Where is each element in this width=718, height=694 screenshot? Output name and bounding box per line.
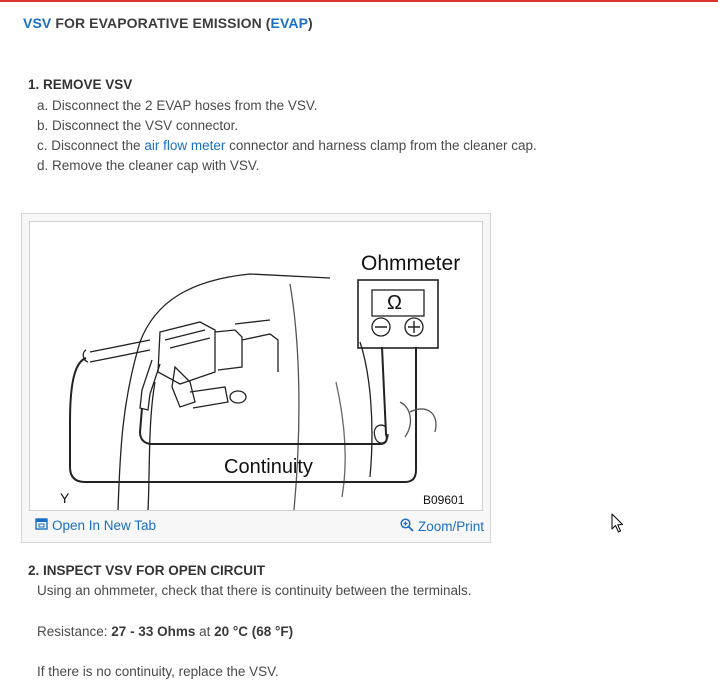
page-title xyxy=(23,15,313,31)
step-b: b. Disconnect the VSV connector. xyxy=(37,118,239,133)
figure-code: B09601 xyxy=(423,493,465,507)
step-a: a. Disconnect the 2 EVAP hoses from the VSV. xyxy=(37,98,318,113)
step-c xyxy=(37,136,537,156)
remove-steps-list xyxy=(37,96,537,176)
mouse-pointer-icon xyxy=(611,513,625,538)
title-close-paren: ) xyxy=(308,15,313,31)
open-in-new-tab-link[interactable] xyxy=(35,518,156,533)
step-d: d. Remove the cleaner cap with VSV. xyxy=(37,158,260,173)
zoom-print-link[interactable] xyxy=(400,518,484,535)
figure-container xyxy=(21,213,491,543)
omega-symbol: Ω xyxy=(387,292,402,314)
step-c-pre: c. Disconnect the xyxy=(37,138,145,153)
top-accent-line xyxy=(0,0,718,2)
resistance-spec xyxy=(37,624,293,639)
replace-instruction: If there is no continuity, replace the VSV. xyxy=(37,664,279,679)
open-in-new-tab-icon xyxy=(35,518,48,533)
zoom-in-icon xyxy=(400,518,414,535)
figure-actions-bar xyxy=(22,514,490,540)
continuity-label: Continuity xyxy=(224,456,313,478)
section-heading-inspect-vsv: 2. INSPECT VSV FOR OPEN CIRCUIT xyxy=(28,563,266,578)
section-heading-remove-vsv: 1. REMOVE VSV xyxy=(28,77,133,92)
vsv-link[interactable]: VSV xyxy=(23,15,52,31)
ohmmeter-label: Ohmmeter xyxy=(361,252,461,275)
step-c-post: connector and harness clamp from the cleaner cap. xyxy=(225,138,537,153)
resistance-temperature: 20 °C (68 °F) xyxy=(214,624,294,639)
resistance-value: 27 - 33 Ohms xyxy=(111,624,196,639)
figure-corner-letter: Y xyxy=(60,490,70,506)
resistance-label: Resistance: xyxy=(37,624,112,639)
evap-link[interactable]: EVAP xyxy=(270,15,309,31)
air-flow-meter-link[interactable]: air flow meter xyxy=(144,138,226,153)
vsv-ohmmeter-diagram[interactable] xyxy=(29,221,483,511)
open-in-new-tab-label: Open In New Tab xyxy=(52,518,157,533)
zoom-print-label: Zoom/Print xyxy=(417,519,484,534)
inspect-instruction: Using an ohmmeter, check that there is continuity between the terminals. xyxy=(37,583,472,598)
resistance-at: at xyxy=(195,624,215,639)
title-text: FOR EVAPORATIVE EMISSION ( xyxy=(51,15,271,31)
